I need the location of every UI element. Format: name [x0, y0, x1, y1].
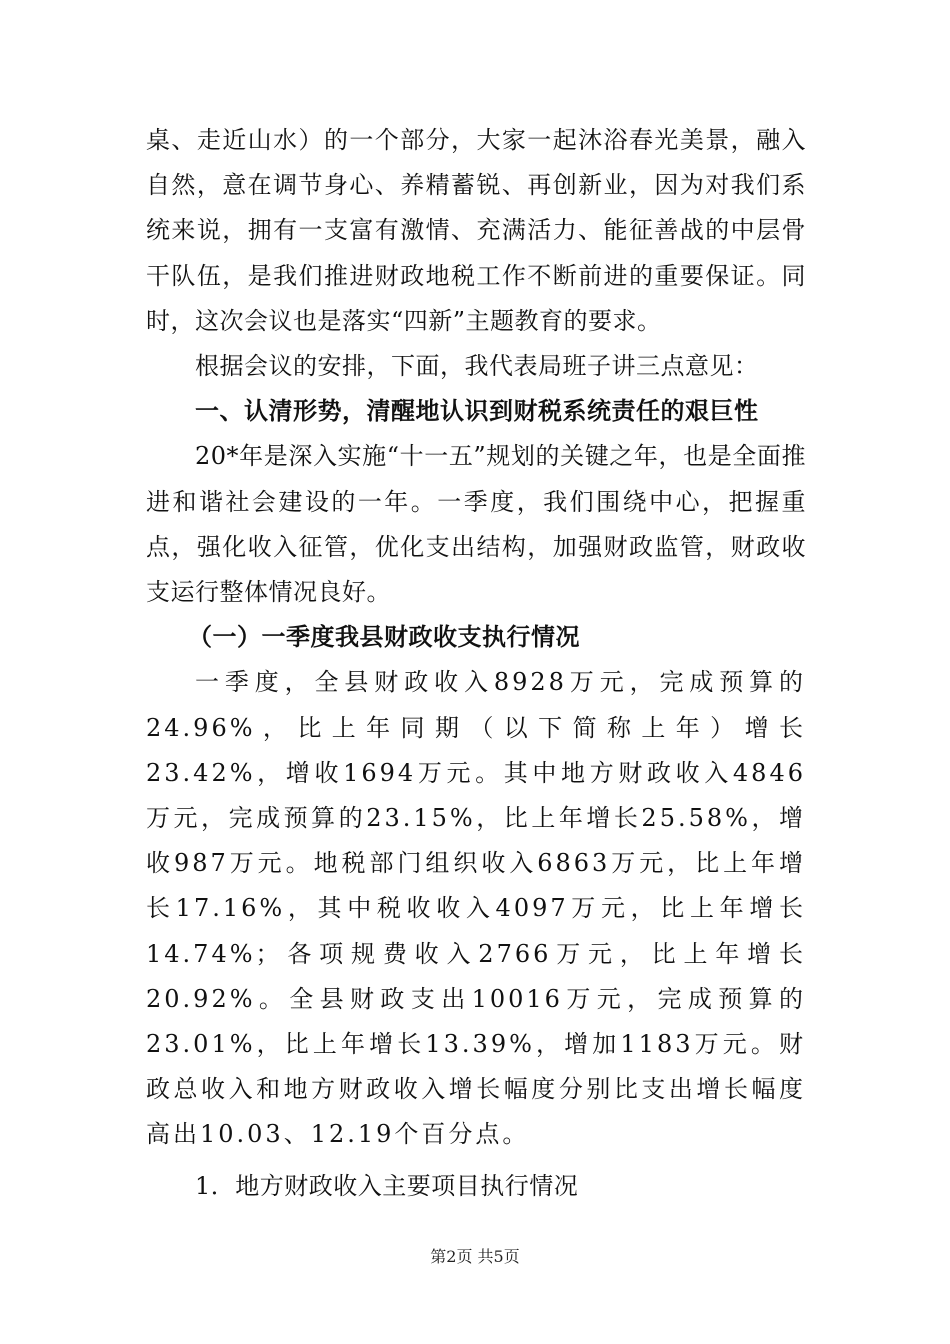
page-footer: 第2页 共5页: [430, 1247, 520, 1266]
list-item-heading-1: 1．地方财政收入主要项目执行情况: [195, 1171, 579, 1200]
subsection-heading-1: （一）一季度我县财政收支执行情况: [188, 623, 580, 652]
paragraph-q1-figures: 一季度，全县财政收入8928万元，完成预算的24.96%，比上年同期（以下简称上年）增长23.42%，增收1694万元。其中地方财政收入4846万元，完成预算的23.15%，比上年增长25.58%，增收987万元。地税部门组织收入6863万元，比上年增长17.16%，其中税收收入4097万元，比上年增长14.74%；各项规费收入2766万元，比上年增长20.92%。全县财政支出10016万元，完成预算的23.01%，比上年增长13.39%，增加1183万元。财政总收入和地方财政收入增长幅度分别比支出增长幅度高出10.03、12.19个百分点。: [146, 668, 806, 1149]
paragraph-meeting-arrangement: 根据会议的安排，下面，我代表局班子讲三点意见：: [195, 352, 759, 381]
paragraph-year-overview: 20*年是深入实施“十一五”规划的关键之年，也是全面推进和谐社会建设的一年。一季度，我们围绕中心，把握重点，强化收入征管，优化支出结构，加强财政监管，财政收支运行整体情况良好。: [146, 442, 806, 607]
document-body: [146, 118, 806, 1209]
paragraph-intro-continued: 桌、走近山水）的一个部分，大家一起沐浴春光美景，融入自然，意在调节身心、养精蓄锐、再创新业，因为对我们系统来说，拥有一支富有激情、充满活力、能征善战的中层骨干队伍，是我们推进财政地税工作不断前进的重要保证。同时，这次会议也是落实“四新”主题教育的要求。: [146, 126, 806, 335]
section-heading-1: 一、认清形势，清醒地认识到财税系统责任的艰巨性: [195, 397, 759, 426]
